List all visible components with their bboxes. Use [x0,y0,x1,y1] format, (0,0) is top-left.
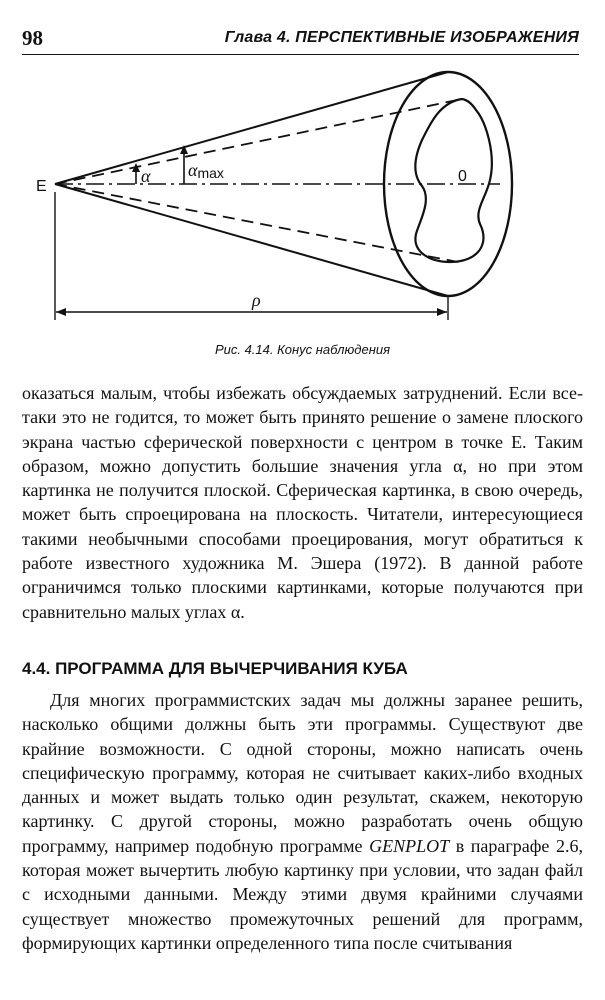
alpha-label: α [141,166,151,186]
body-paragraph-1: оказаться малым, чтобы избежать обсуждаемых затруднений. Если все-таки это не годится, то может быть принято решение о замене плоского экрана частью сферической поверхности с центром в точке E. Таким образом, можно допустить большие значения угла α, но при этом картинка не получится плоской. Сферическая картинка, в свою очередь, может быть спроецирована на плоскость. Читатели, интересующиеся такими необычными способами проецирования, могут обратиться к работе известного художника М. Эшера (1972). В данной работе ограничимся только плоскими картинками, которые получаются при сравнительно малых углах α. [22,383,583,622]
cone-edge-bottom [55,184,448,296]
ray-upper-dashed [55,99,462,184]
page-header [22,26,579,56]
program-name-genplot: GENPLOT [369,835,450,856]
cone-edge-top [55,72,448,184]
paragraph-2-text-a: Для многих программистских задач мы должны заранее решить, насколько общими должны быть эти программы. Существуют две крайние возможности. С одной стороны, можно написать очень специфическую программу, которая не считывает каких-либо входных данных и может выдать только один результат, скажем, некоторую картинку. С другой стороны, можно разработать очень общую программу, например подобную программе [22,690,583,856]
center-label: 0 [458,168,467,185]
viewing-cone-figure [30,62,590,332]
header-rule [22,54,579,55]
eye-label: E [36,178,47,195]
object-outline [415,99,492,262]
alpha-max-label [188,160,224,181]
figure-caption: Рис. 4.14. Конус наблюдения [214,342,391,357]
section-heading: 4.4. ПРОГРАММА ДЛЯ ВЫЧЕРЧИВАНИЯ КУБА [22,659,408,678]
ray-lower-dashed [55,184,458,262]
page-number: 98 [22,26,43,50]
distance-label: ρ [252,290,261,310]
alpha-max-symbol: α [188,160,198,180]
paragraph-2-text-b: в параграфе 2.6, которая может вычертить любую картинку при условии, что задан файл с исходными данными. Между этими двумя крайними случаями существует множество промежуточных решений для программ, формирующих картинки определенного типа после считывания [22,835,583,953]
alpha-max-subscript: max [197,165,224,181]
running-head: Глава 4. ПЕРСПЕКТИВНЫЕ ИЗОБРАЖЕНИЯ [224,29,579,46]
body-paragraph-2 [22,688,583,955]
distance-arrow-right [437,308,447,316]
distance-arrow-left [56,308,66,316]
